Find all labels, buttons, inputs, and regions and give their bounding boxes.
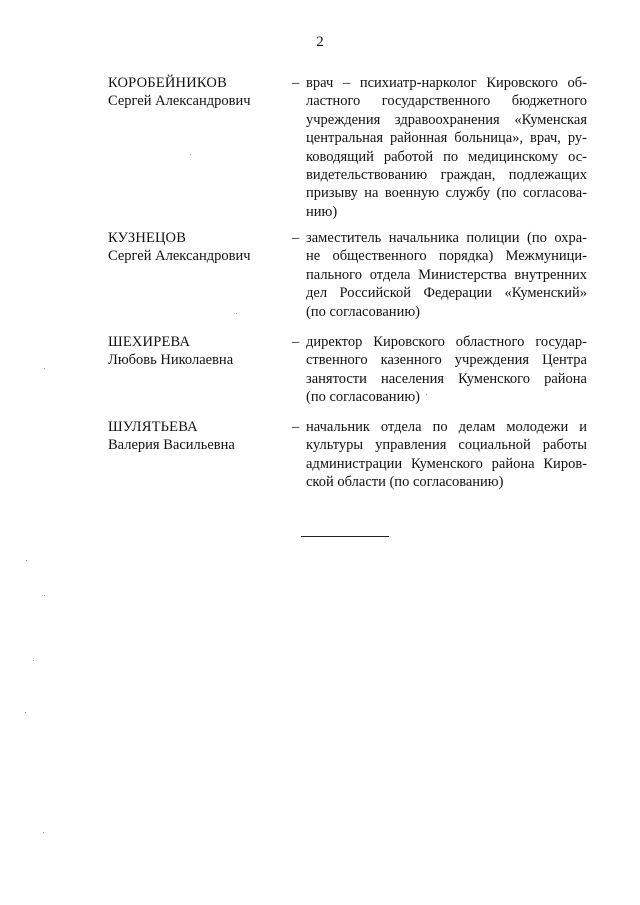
member-name bbox=[108, 333, 288, 369]
en-dash: – bbox=[292, 75, 300, 91]
scan-speck bbox=[25, 712, 26, 713]
member-name bbox=[108, 418, 288, 454]
role-line: дел Российской Федерации «Куменский» bbox=[306, 285, 587, 302]
role-line: (по согласованию) bbox=[306, 303, 420, 320]
role-line: ской области (по согласованию) bbox=[306, 474, 504, 491]
role-line: администрации Куменского района Киров- bbox=[306, 455, 587, 472]
role-line: видетельствованию граждан, подлежащих bbox=[306, 167, 587, 184]
scan-speck bbox=[43, 832, 44, 833]
role-line: культуры управления социальной работы bbox=[306, 437, 587, 454]
role-line: центральная районная больница», врач, ру- bbox=[306, 130, 587, 147]
en-dash: – bbox=[292, 419, 300, 435]
en-dash: – bbox=[292, 230, 300, 246]
member-given-names: Сергей Александрович bbox=[108, 248, 251, 264]
member-name bbox=[108, 74, 288, 110]
closing-rule bbox=[301, 536, 389, 537]
member-role bbox=[306, 333, 587, 407]
scan-speck bbox=[33, 660, 34, 661]
role-line: директор Кировского областного государ- bbox=[306, 334, 587, 350]
page-number: 2 bbox=[316, 34, 324, 50]
scan-speck bbox=[26, 560, 27, 561]
member-surname: ШЕХИРЕВА bbox=[108, 334, 191, 350]
scan-speck bbox=[190, 154, 191, 155]
scan-speck bbox=[426, 394, 427, 395]
role-line: призыву на военную службу (по согласова- bbox=[306, 185, 587, 202]
role-line: пального отдела Министерства внутренних bbox=[306, 266, 587, 283]
role-line: нию) bbox=[306, 203, 338, 220]
member-surname: ШУЛЯТЬЕВА bbox=[108, 419, 198, 435]
role-line: ластного государственного бюджетного bbox=[306, 93, 587, 110]
role-line: ственного казенного учреждения Центра bbox=[306, 352, 587, 369]
role-line: не общественного порядка) Межмуници- bbox=[306, 248, 587, 265]
member-given-names: Валерия Васильевна bbox=[108, 437, 235, 453]
member-given-names: Любовь Николаевна bbox=[108, 352, 234, 368]
scan-speck bbox=[236, 313, 237, 314]
scan-speck bbox=[44, 595, 45, 596]
role-line: (по согласованию) bbox=[306, 389, 420, 406]
member-name bbox=[108, 229, 288, 265]
role-line: начальник отдела по делам молодежи и bbox=[306, 419, 587, 435]
member-surname: КУЗНЕЦОВ bbox=[108, 230, 187, 246]
role-line: занятости населения Куменского района bbox=[306, 370, 587, 387]
en-dash: – bbox=[292, 334, 300, 350]
member-given-names: Сергей Александрович bbox=[108, 93, 251, 109]
role-line: врач – психиатр-нарколог Кировского об- bbox=[306, 75, 587, 91]
member-role bbox=[306, 229, 587, 321]
role-line: ководящий работой по медицинскому ос- bbox=[306, 148, 587, 165]
member-role bbox=[306, 74, 587, 221]
member-surname: КОРОБЕЙНИКОВ bbox=[108, 75, 227, 91]
role-line: учреждения здравоохранения «Куменская bbox=[306, 111, 587, 128]
role-line: заместитель начальника полиции (по охра- bbox=[306, 230, 587, 246]
member-role bbox=[306, 418, 587, 492]
scan-speck bbox=[44, 368, 45, 369]
